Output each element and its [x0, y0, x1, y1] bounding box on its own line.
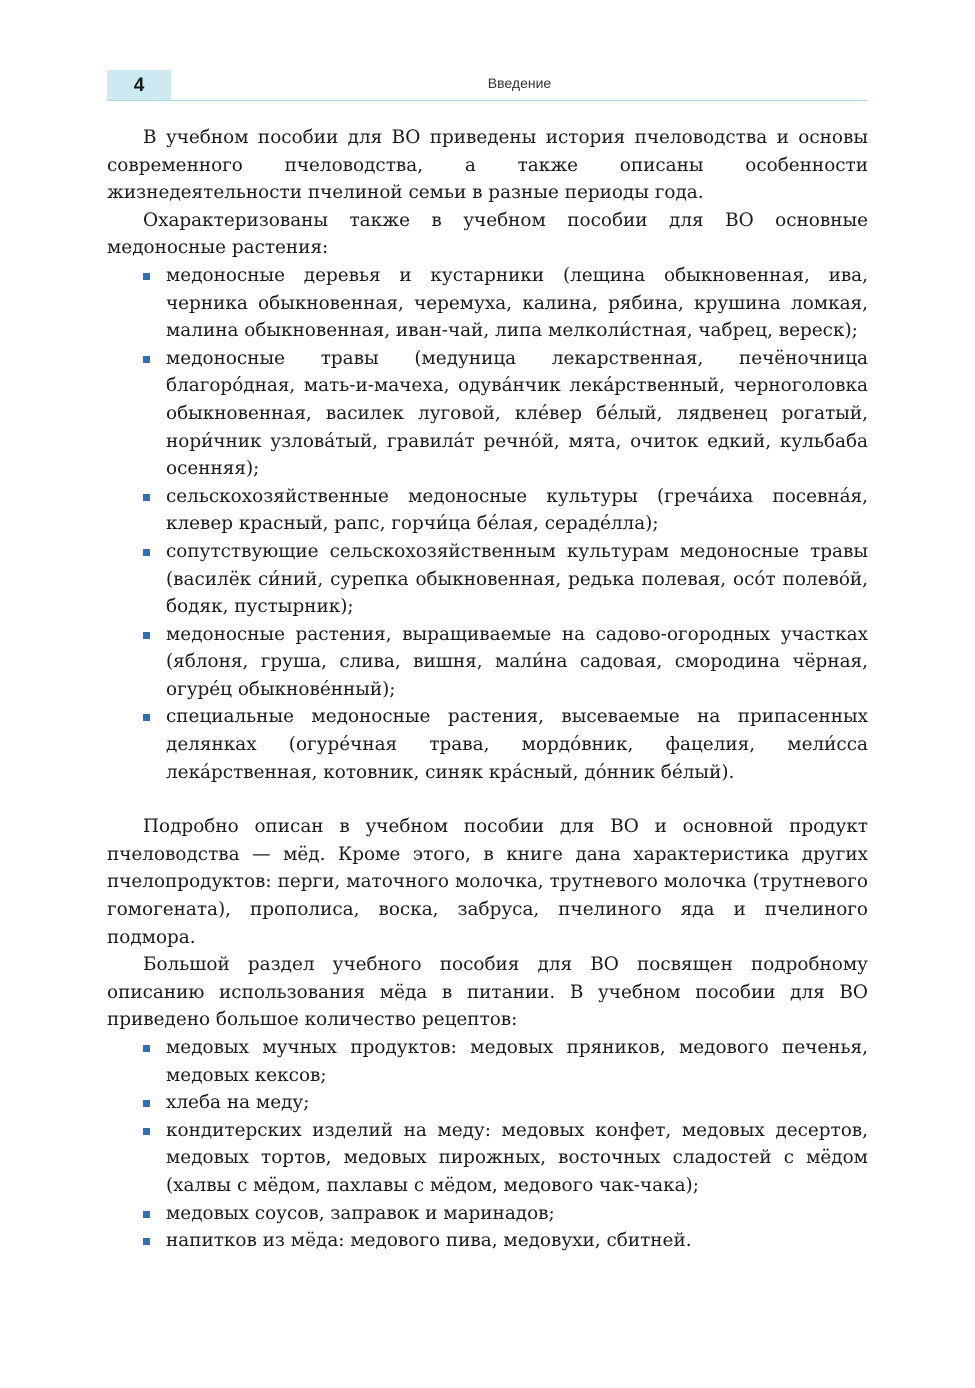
list-item-text: медоносные растения, выращиваемые на садово-огородных участках (яблоня, груша, слива, вишня, мали́на садовая, смородина чёрная, огуре́ц обыкнове́нный); [166, 623, 868, 700]
square-bullet-icon [143, 1128, 150, 1135]
list-item [107, 703, 868, 786]
list-item [107, 1034, 868, 1089]
list-item-text: медовых мучных продуктов: медовых пряников, медового печенья, медовых кексов; [166, 1037, 868, 1086]
square-bullet-icon [143, 632, 150, 639]
square-bullet-icon [143, 273, 150, 280]
page-number: 4 [107, 70, 171, 100]
square-bullet-icon [143, 714, 150, 721]
square-bullet-icon [143, 1100, 150, 1107]
list-item [107, 621, 868, 704]
square-bullet-icon [143, 1238, 150, 1245]
section-spacer [107, 786, 868, 813]
list-item-text: сопутствующие сельскохозяйственным культурам медоносные травы (василёк си́ний, сурепка обыкновенная, редька полевая, осо́т полево́й, бодяк, пустырник); [166, 540, 868, 618]
list-item [107, 1227, 868, 1255]
recipes-intro-paragraph: Большой раздел учебного пособия для ВО посвящен подробному описанию использования мёда в питании. В учебном пособии для ВО приведено большое количество рецептов: [107, 954, 868, 1031]
list-item [107, 262, 868, 345]
list-item-text: медовых соусов, заправок и маринадов; [166, 1202, 555, 1224]
page-header [107, 70, 868, 101]
page-body [107, 124, 868, 1255]
running-title: Введение [487, 75, 552, 91]
list-item [107, 538, 868, 621]
list-item [107, 483, 868, 538]
products-paragraph: Подробно описан в учебном пособии для ВО и основной продукт пчеловодства — мёд. Кроме этого, в книге дана характеристика других пчелопродуктов: перги, маточного молочка, трутневого молочка (трутневого гомогената), прополиса, воска, забруса, пчелиного яда и пчелиного подмора. [107, 816, 868, 948]
square-bullet-icon [143, 356, 150, 363]
square-bullet-icon [143, 494, 150, 501]
list-item [107, 1117, 868, 1200]
list-item [107, 345, 868, 483]
list-item-text: кондитерских изделий на меду: медовых конфет, медовых десертов, медовых тортов, медовых пирожных, восточных сладостей с мёдом (халвы с мёдом, пахлавы с мёдом, медового чак-чака); [166, 1119, 868, 1196]
list-item-text: специальные медоносные растения, высеваемые на припасенных делянках (огуре́чная трава, мордо́вник, фацелия, мели́сса лека́рственная, котовник, синяк кра́сный, до́нник бе́лый). [166, 706, 868, 783]
list-item-text: медоносные деревья и кустарники (лещина обыкновенная, ива, черника обыкновенная, черемуха, калина, рябина, крушина ломкая, малина обыкновенная, иван-чай, липа мелколи́стная, чабрец, вереск); [166, 264, 868, 342]
honey-recipes-list [107, 1034, 868, 1255]
square-bullet-icon [143, 1211, 150, 1218]
list-item [107, 1089, 868, 1117]
intro-paragraph-1: В учебном пособии для ВО приведены история пчеловодства и основы современного пчеловодства, а также описаны особенности жизнедеятельности пчелиной семьи в разные периоды года. [107, 127, 868, 204]
list-item-text: медоносные травы (медуница лекарственная, печёночница благоро́дная, мать-и-мачеха, одува́нчик лека́рственный, черноголовка обыкновенная, василек луговой, кле́вер бе́лый, лядвенец рогатый, нори́чник узлова́тый, гравила́т речно́й, мята, очиток едкий, кульбаба осенняя); [166, 347, 868, 480]
square-bullet-icon [143, 549, 150, 556]
list-item-text: сельскохозяйственные медоносные культуры (греча́иха посевна́я, клевер красный, рапс, горчи́ца бе́лая, сераде́лла); [166, 485, 868, 535]
intro-paragraph-2: Охарактеризованы также в учебном пособии для ВО основные медоносные растения: [107, 209, 868, 259]
list-item-text: напитков из мёда: медового пива, медовухи, сбитней. [166, 1230, 692, 1252]
list-item-text: хлеба на меду; [166, 1092, 310, 1114]
honey-plants-list [107, 262, 868, 786]
square-bullet-icon [143, 1045, 150, 1052]
list-item [107, 1200, 868, 1228]
